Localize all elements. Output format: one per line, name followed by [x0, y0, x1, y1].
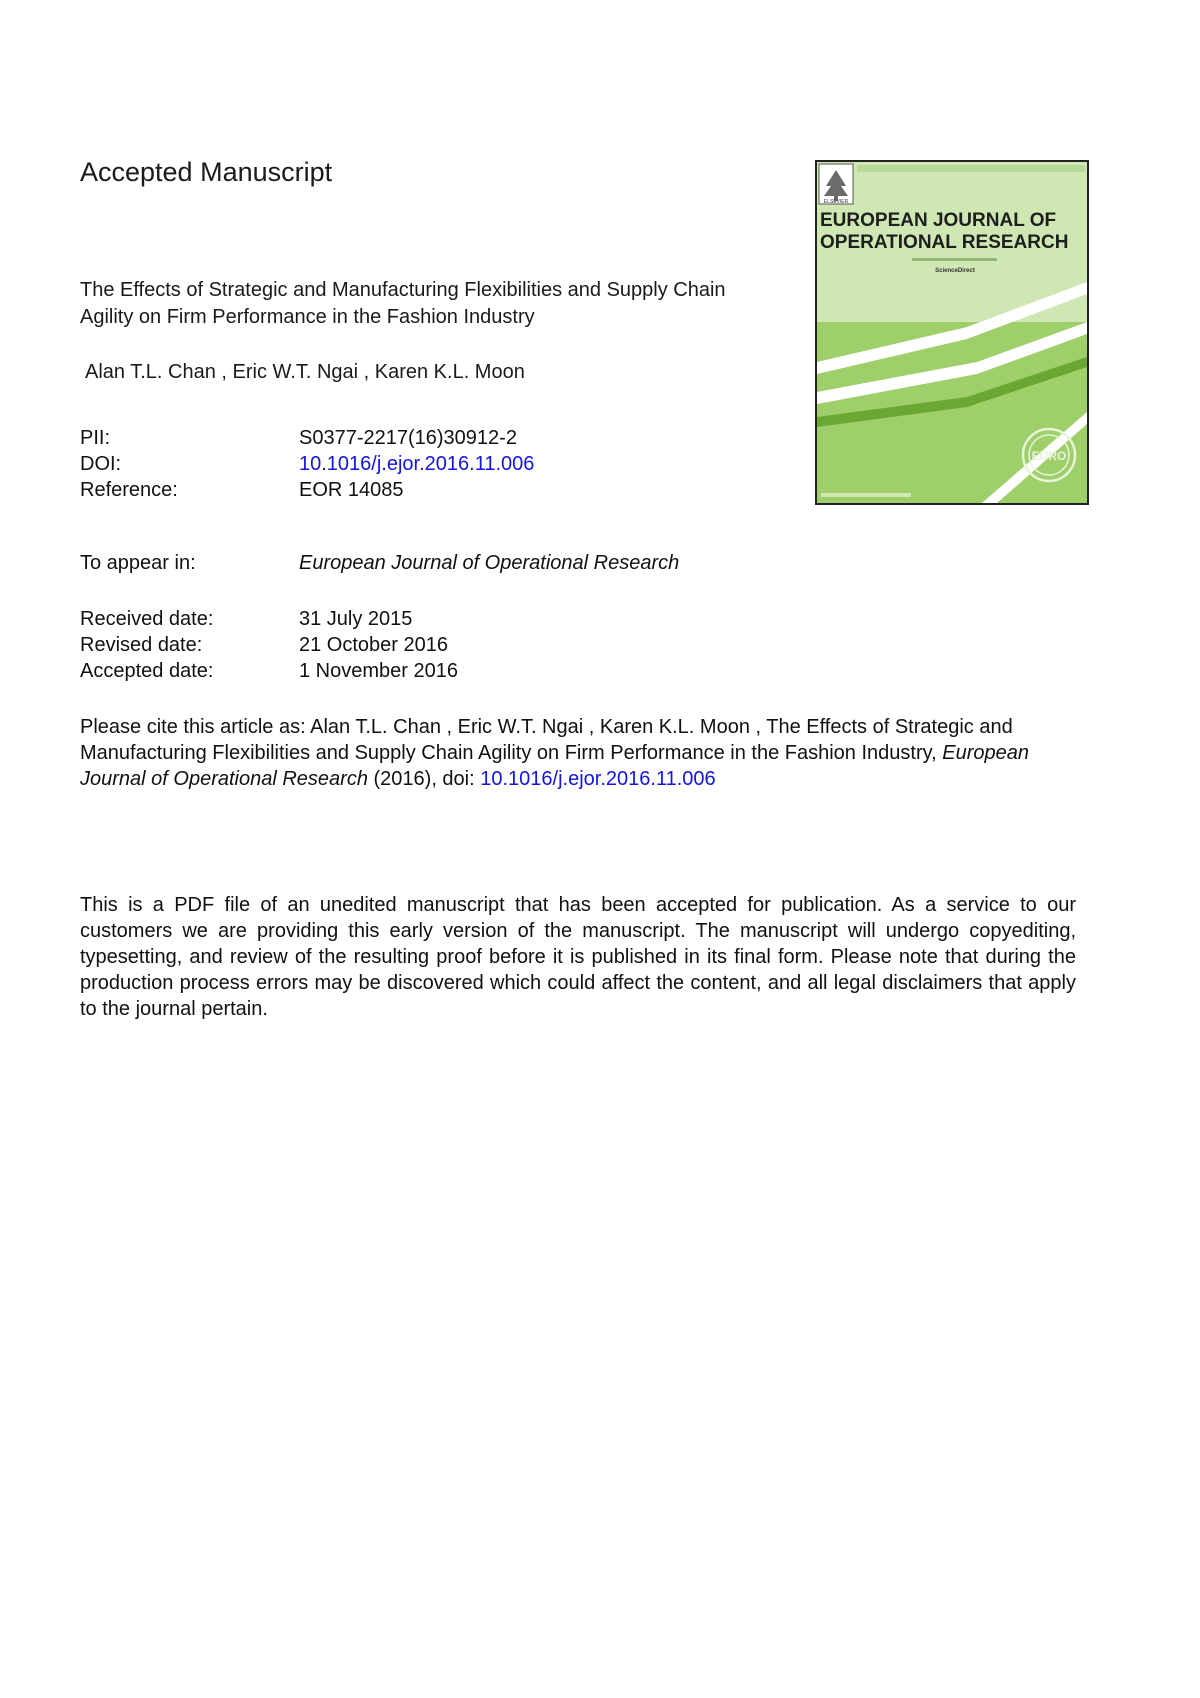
accepted-label: Accepted date: — [80, 660, 214, 682]
cover-seal: EURO — [1031, 449, 1067, 463]
citation-year-doi: (2016), doi: — [367, 768, 481, 790]
page-heading: Accepted Manuscript — [80, 157, 333, 187]
article-title: The Effects of Strategic and Manufacturing Flexibilities and Supply Chain Agility on Firm Performance in the Fashion Industry — [80, 279, 726, 328]
citation-journal: European Journal of Operational Research — [80, 742, 1030, 790]
pii-value: S0377-2217(16)30912-2 — [299, 427, 517, 449]
doi-link[interactable]: 10.1016/j.ejor.2016.11.006 — [299, 453, 535, 475]
doi-label: DOI: — [80, 453, 122, 475]
received-label: Received date: — [80, 608, 214, 630]
citation-text: Please cite this article as: Alan T.L. Chan , Eric W.T. Ngai , Karen K.L. Moon , The Effects of Strategic and Manufacturing Flexibilities and Supply Chain Agility on Firm Performance in the Fashion Industry, — [80, 716, 1013, 764]
accepted-value: 1 November 2016 — [299, 660, 458, 682]
received-value: 31 July 2015 — [299, 608, 413, 630]
cover-title-line2: OPERATIONAL RESEARCH — [820, 232, 1069, 253]
citation-doi-link[interactable]: 10.1016/j.ejor.2016.11.006 — [480, 768, 716, 790]
revised-value: 21 October 2016 — [299, 634, 448, 656]
cover-publisher: ELSEVIER — [823, 199, 849, 205]
cover-platform: ScienceDirect — [935, 268, 975, 274]
appear-label: To appear in: — [80, 552, 196, 574]
manuscript-notice: This is a PDF file of an unedited manuscript that has been accepted for publication. As a service to our customers we are providing this early version of the manuscript. The manuscript will undergo copyediting, typesetting, and review of the resulting proof before it is published in its final form. Please note that during the production process errors may be discovered which could affect the content, and all legal disclaimers that apply to the journal pertain. — [80, 894, 1076, 1020]
reference-label: Reference: — [80, 479, 178, 501]
journal-cover-image — [815, 160, 1089, 505]
revised-label: Revised date: — [80, 634, 203, 656]
journal-name: European Journal of Operational Research — [299, 552, 680, 574]
reference-value: EOR 14085 — [299, 479, 404, 501]
citation-block — [80, 714, 1080, 792]
author-list: Alan T.L. Chan , Eric W.T. Ngai , Karen K.L. Moon — [85, 361, 525, 383]
pii-label: PII: — [80, 427, 111, 449]
cover-artwork — [817, 162, 1087, 503]
cover-title-line1: EUROPEAN JOURNAL OF — [820, 210, 1057, 231]
